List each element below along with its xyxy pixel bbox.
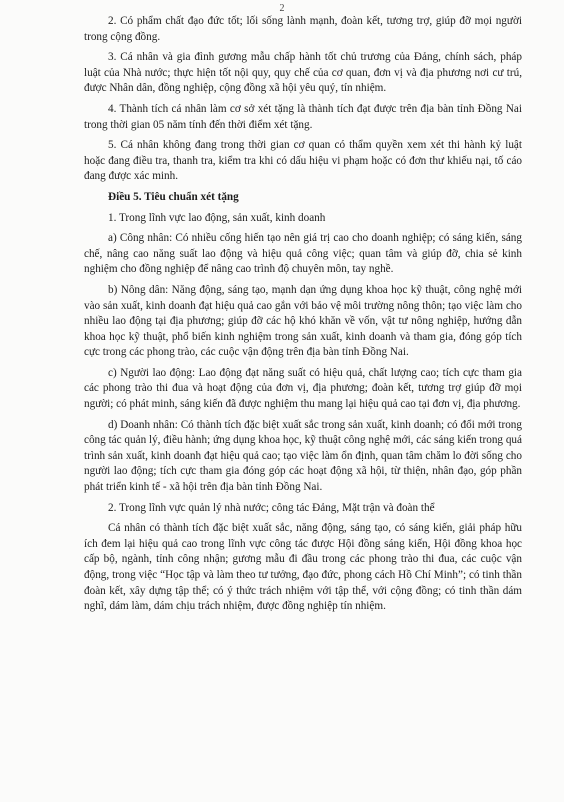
paragraph-criteria-2: 2. Có phẩm chất đạo đức tốt; lối sống lành mạnh, đoàn kết, tương trợ, giúp đỡ mọi người trong cộng đồng. bbox=[84, 15, 522, 43]
paragraph-criteria-4: 4. Thành tích cá nhân làm cơ sở xét tặng là thành tích đạt được trên địa bàn tỉnh Đồng Nai trong thời gian 05 năm tính đến thời điểm xét tặng. bbox=[84, 102, 522, 131]
paragraph-section-1: 1. Trong lĩnh vực lao động, sản xuất, kinh doanh bbox=[108, 211, 326, 224]
paragraph-item-c: c) Người lao động: Lao động đạt năng suất có hiệu quả, chất lượng cao; tích cực tham gia các phong trào thi đua và hoạt động của đơn vị, địa phương; đoàn kết, tương trợ giúp đỡ mọi người; có phát minh, sáng kiến đã được nghiệm thu mang lại hiệu quả cao tại đơn vị, địa phương. bbox=[84, 366, 522, 411]
paragraph-item-d: d) Doanh nhân: Có thành tích đặc biệt xuất sắc trong sản xuất, kinh doanh; có đổi mới trong công tác quản lý, điều hành; ứng dụng khoa học, kỹ thuật công nghệ mới, các sáng kiến trong quá trình sản xuất, kinh doanh đạt hiệu quả cao; tạo việc làm ổn định, quan tâm chăm lo đời sống cho người lao động; tích cực tham gia đóng góp các hoạt động xã hội, từ thiện, nhân đạo, góp phần phát triển kinh tế - xã hội trên địa bàn tỉnh Đồng Nai. bbox=[84, 418, 522, 494]
document-body bbox=[84, 14, 522, 620]
paragraph-item-a: a) Công nhân: Có nhiều cống hiến tạo nên giá trị cao cho doanh nghiệp; có sáng kiến, sáng chế, nâng cao năng suất lao động và hiệu quả công việc; quan tâm và giúp đỡ, chia sẻ kinh nghiệm cho đồng nghiệp để nâng cao trình độ chuyên môn, tay nghề. bbox=[84, 232, 522, 276]
paragraph-article-5-heading: Điều 5. Tiêu chuẩn xét tặng bbox=[108, 190, 239, 203]
paragraph-item-b: b) Nông dân: Năng động, sáng tạo, mạnh dạn ứng dụng khoa học kỹ thuật, công nghệ mới vào sản xuất, kinh doanh đạt hiệu quả cao gắn với bảo vệ môi trường nông thôn; tạo việc làm cho nhiều lao động tại địa phương; giúp đỡ các hộ khó khăn về vốn, vật tư nông nghiệp, hướng dẫn khoa học kỹ thuật, phổ biến kinh nghiệm trong sản xuất, kinh doanh và tham gia, đóng góp tích cực trong các phong trào, các cuộc vận động trên địa bàn tỉnh Đồng Nai. bbox=[84, 283, 522, 359]
paragraph-criteria-5: 5. Cá nhân không đang trong thời gian cơ quan có thẩm quyền xem xét thi hành kỷ luật hoặc đang điều tra, thanh tra, kiểm tra khi có dấu hiệu vi phạm hoặc có đơn thư khiếu nại, tố cáo đang được xác minh. bbox=[84, 139, 522, 183]
page-number: 2 bbox=[279, 3, 285, 14]
paragraph-section-2: 2. Trong lĩnh vực quản lý nhà nước; công tác Đảng, Mặt trận và đoàn thể bbox=[108, 501, 435, 514]
paragraph-section-2-body: Cá nhân có thành tích đặc biệt xuất sắc, năng động, sáng tạo, có sáng kiến, giải pháp hữu ích đem lại hiệu quả cao trong lĩnh vực công tác được Hội đồng sáng kiến, Hội đồng khoa học cấp bộ, ngành, tỉnh công nhận; gương mẫu đi đầu trong các phong trào thi đua, các cuộc vận động, trong việc “Học tập và làm theo tư tưởng, đạo đức, phong cách Hồ Chí Minh”; có tinh thần đoàn kết, xây dựng tập thể; có ý thức trách nhiệm với tập thể, với cộng đồng; có tinh thần dám nghĩ, dám làm, dám chịu trách nhiệm, được đồng nghiệp tín nhiệm. bbox=[84, 522, 522, 613]
paragraph-criteria-3: 3. Cá nhân và gia đình gương mẫu chấp hành tốt chủ trương của Đảng, chính sách, pháp luật của Nhà nước; thực hiện tốt nội quy, quy chế của cơ quan, đơn vị và địa phương nơi cư trú, được Nhân dân, đồng nghiệp, cộng đồng xã hội yêu quý, tín nhiệm. bbox=[84, 51, 522, 95]
